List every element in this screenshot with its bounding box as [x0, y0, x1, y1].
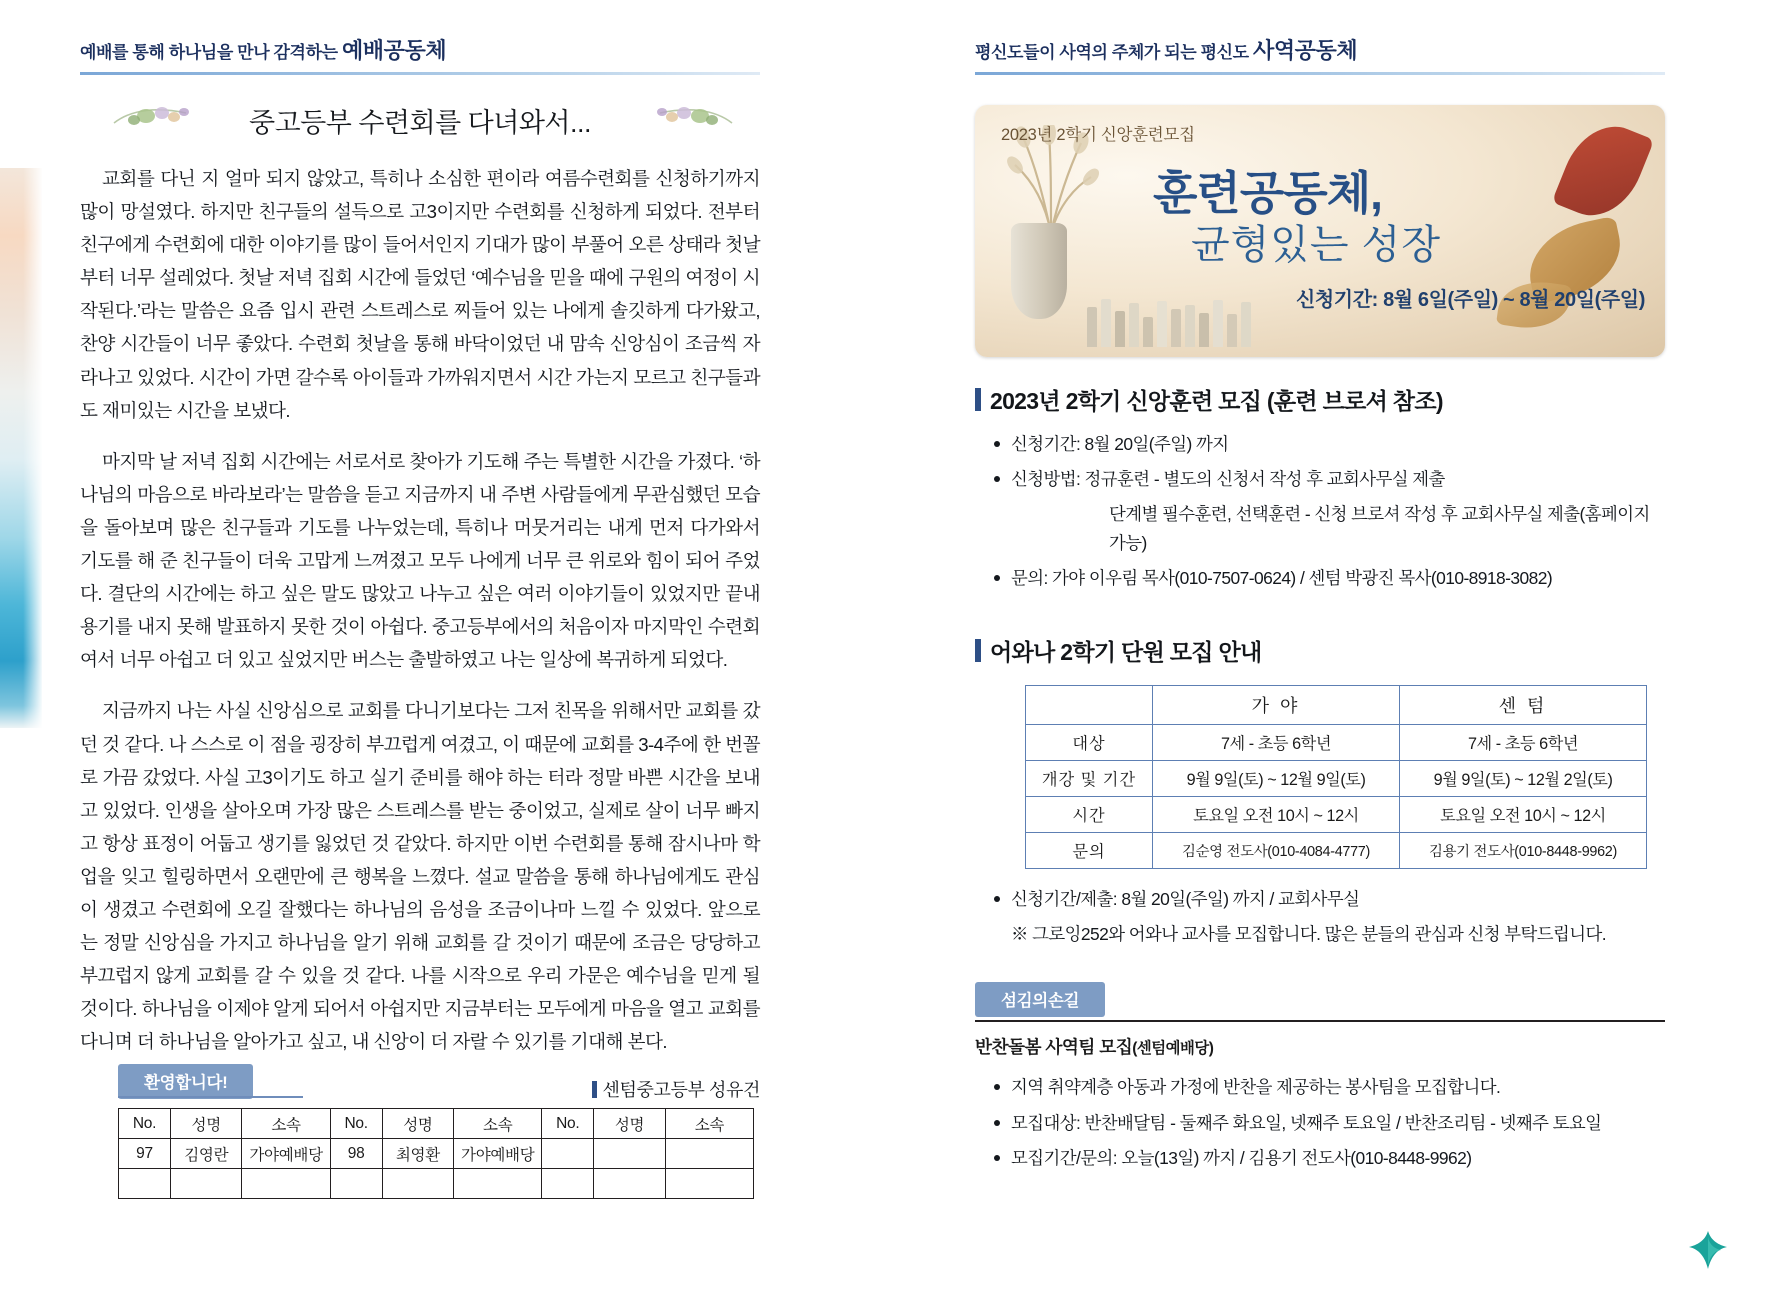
serving-title-suffix: (센텀예배당) — [1132, 1040, 1214, 1058]
decorative-watercolor-strip — [0, 168, 42, 728]
list-item-note: ※ 그로잉252와 어와나 교사를 모집합니다. 많은 분들의 관심과 신청 부탁드립니다. — [1011, 924, 1607, 945]
cell — [454, 1169, 542, 1199]
cell: 최영환 — [382, 1139, 454, 1169]
article-body — [80, 162, 760, 1058]
heading-bar-icon — [975, 639, 981, 662]
serving-bullets — [989, 1073, 1665, 1172]
welcome-table — [118, 1108, 754, 1199]
right-header-rule — [975, 72, 1665, 75]
article-title-row — [80, 101, 760, 140]
cell — [542, 1169, 594, 1199]
training-bullets — [989, 430, 1665, 592]
article-paragraph: 지금까지 나는 사실 신앙심으로 교회를 다니기보다는 그저 친목을 위해서만 교회를 갔던 것 같다. 나 스스로 이 점을 굉장히 부끄럽게 여겼고, 이 때문에 교회를 3-4주에 한 번꼴로 가끔 갔었다. 사실 고3이기도 하고 실기 준비를 해야 하는 터라 정말 바쁜 시간을 보내고 있었다. 인생을 살아오며 가장 많은 스트레스를 받는 중이었고, 실제로 살이 너무 빠지고 항상 표정이 어둡고 생기를 잃었던 것 같았다. 하지만 이번 수련회를 통해 잠시나마 학업을 잊고 힐링하면서 오랜만에 큰 행복을 느꼈다. 설교 말씀을 통해 하나님에게도 관심이 생겼고 수련회에 오길 잘했다는 하나님의 음성을 조금이나마 느낄 수 있었다. 앞으로는 정말 신앙심을 가지고 하나님을 알기 위해 교회를 갈 것이기 때문에 조금은 당당하고 부끄럽지 않게 교회를 갈 수 있을 것 같다. 나를 시작으로 우리 가문은 예수님을 믿게 될 것이다. 하나님을 이제야 알게 되어서 아쉽지만 지금부터는 모두에게 마음을 열고 교회를 다니며 더 하나님을 알아가고 싶고, 내 신앙이 더 자랄 수 있기를 기대해 본다. — [80, 700, 760, 1053]
welcome-col-belong: 소속 — [454, 1109, 542, 1139]
row-label: 개강 및 기간 — [1026, 760, 1153, 796]
article-paragraph: 교회를 다닌 지 얼마 되지 않았고, 특히나 소심한 편이라 여름수련회를 신청하기까지 많이 망설였다. 하지만 친구들의 설득으로 고3이지만 수련회를 신청하게 되었다. 전부터 친구에게 수련회에 대한 이야기를 많이 들어서인지 기대가 많이 부풀어 오른 상태라 첫날부터 너무 설레었다. 첫날 저녁 집회 시간에 들었던 ‘예수님을 믿을 때에 구원의 여정이 시작된다.’라는 말씀은 요즘 입시 관련 스트레스로 찌들어 있는 나에게 솔깃하게 다가왔고, 찬양 시간들이 너무 좋았다. 수련회 첫날을 통해 바닥이었던 내 맘속 신앙심이 조금씩 자라나고 있었다. 시간이 가면 갈수록 아이들과 가까워지면서 시간 가는지 모르고 친구들과도 재미있는 시간을 보냈다. — [80, 168, 760, 421]
welcome-col-name: 성명 — [170, 1109, 242, 1139]
table-header-row — [119, 1109, 754, 1139]
heading-bar-icon — [975, 388, 981, 411]
cell: 7세 - 초등 6학년 — [1400, 724, 1647, 760]
welcome-pill-row — [118, 1064, 768, 1096]
cell: 7세 - 초등 6학년 — [1153, 724, 1400, 760]
awana-col-gaya: 가 야 — [1153, 685, 1400, 724]
table-header-row — [1026, 685, 1647, 724]
welcome-col-no: No. — [542, 1109, 594, 1139]
awana-table — [1025, 685, 1647, 869]
right-section-header-emphasis: 사역공동체 — [1252, 38, 1358, 63]
list-item-sub: 단계별 필수훈련, 선택훈련 - 신청 브로셔 작성 후 교회사무실 제출(홈페이지 가능) — [1109, 504, 1650, 553]
table-row — [1026, 832, 1647, 868]
row-label: 문의 — [1026, 832, 1153, 868]
serving-pill: 섬김의손길 — [975, 982, 1105, 1017]
cell — [170, 1169, 242, 1199]
cell — [665, 1139, 753, 1169]
cell: 9월 9일(토) ~ 12월 9일(토) — [1153, 760, 1400, 796]
table-row — [1026, 724, 1647, 760]
awana-section — [975, 634, 1665, 948]
table-row — [119, 1169, 754, 1199]
cell: 98 — [330, 1139, 382, 1169]
serving-rule — [975, 1020, 1665, 1022]
welcome-col-no: No. — [119, 1109, 171, 1139]
serving-section — [975, 982, 1665, 1172]
training-section — [975, 383, 1665, 592]
awana-notes — [989, 885, 1665, 948]
cell: 97 — [119, 1139, 171, 1169]
article-paragraph: 마지막 날 저녁 집회 시간에는 서로서로 찾아가 기도해 주는 특별한 시간을 가졌다. ‘하나님의 마음으로 바라보라’는 말씀을 듣고 지금까지 내 주변 사람들에게 무관심했던 모습을 돌아보며 많은 친구들과 기도를 나누었는데, 특히나 머뭇거리는 내게 먼저 다가와서 기도를 해 준 친구들이 더욱 고맙게 느껴졌고 모두 나에게 너무 큰 위로와 힘이 되어 주었다. 결단의 시간에는 하고 싶은 말도 많았고 나누고 싶은 여러 이야기들이 있었지만 끝내 용기를 내지 못해 발표하지 못한 것이 아쉽다. 중고등부에서의 처음이자 마지막인 수련회여서 너무 아쉽고 더 있고 싶었지만 버스는 출발하였고 나는 일상에 복귀하게 되었다. — [80, 450, 760, 671]
serving-title-row — [975, 1034, 1665, 1059]
welcome-col-name: 성명 — [594, 1109, 666, 1139]
books-decoration — [1087, 293, 1317, 347]
church-logo-icon — [1685, 1227, 1731, 1273]
byline-text: 센텀중고등부 성유건 — [602, 1080, 760, 1101]
welcome-col-no: No. — [330, 1109, 382, 1139]
welcome-section — [118, 1064, 768, 1199]
right-section-header — [975, 34, 1665, 72]
cell: 김용기 전도사(010-8448-9962) — [1400, 832, 1647, 868]
right-section-header-prefix: 평신도들이 사역의 주체가 되는 평신도 — [975, 43, 1253, 62]
list-item: 모집대상: 반찬배달팀 - 둘째주 화요일, 넷째주 토요일 / 반찬조리팀 - 넷째주 토요일 — [989, 1109, 1665, 1137]
welcome-pill-underline — [118, 1096, 303, 1098]
welcome-col-belong: 소속 — [665, 1109, 753, 1139]
list-item: 신청기간: 8월 20일(주일) 까지 — [989, 430, 1665, 458]
table-row — [119, 1139, 754, 1169]
cell: 토요일 오전 10시 ~ 12시 — [1400, 796, 1647, 832]
left-section-header-emphasis: 예배공동체 — [341, 38, 447, 63]
banner-period: 신청기간: 8월 6일(주일) ~ 8월 20일(주일) — [1295, 289, 1645, 311]
cell — [242, 1169, 330, 1199]
banner-title-line2: 균형있는 성장 — [1191, 223, 1441, 267]
welcome-col-belong: 소속 — [242, 1109, 330, 1139]
welcome-col-name: 성명 — [382, 1109, 454, 1139]
left-section-header — [80, 34, 760, 72]
cell: 김순영 전도사(010-4084-4777) — [1153, 832, 1400, 868]
list-item: 지역 취약계층 아동과 가정에 반찬을 제공하는 봉사팀을 모집합니다. — [989, 1073, 1665, 1101]
cell — [382, 1169, 454, 1199]
training-heading-row — [975, 383, 1665, 416]
vase-decoration — [1011, 223, 1067, 319]
cell — [542, 1139, 594, 1169]
left-column — [80, 34, 760, 1102]
red-leaf-icon — [1552, 113, 1655, 229]
cell — [330, 1169, 382, 1199]
row-label: 대상 — [1026, 724, 1153, 760]
cell — [594, 1139, 666, 1169]
cell: 9월 9일(토) ~ 12월 2일(토) — [1400, 760, 1647, 796]
row-label: 시간 — [1026, 796, 1153, 832]
floral-ornament-left-icon — [112, 103, 228, 133]
cell: 가야예배당 — [242, 1139, 330, 1169]
list-item: 문의: 가야 이우림 목사(010-7507-0624) / 센텀 박광진 목사(010-8918-3082) — [989, 564, 1665, 592]
left-header-rule — [80, 72, 760, 75]
awana-col-centum: 센 텀 — [1400, 685, 1647, 724]
awana-heading-row — [975, 634, 1665, 667]
right-column — [975, 34, 1665, 1179]
article-title: 중고등부 수련회를 다녀와서... — [249, 108, 591, 138]
awana-col-blank — [1026, 685, 1153, 724]
list-item: 신청기간/제출: 8월 20일(주일) 까지 / 교회사무실 — [989, 885, 1665, 913]
training-banner — [975, 105, 1665, 357]
cell — [665, 1169, 753, 1199]
table-row — [1026, 796, 1647, 832]
banner-tag: 2023년 2학기 신앙훈련모집 — [1001, 126, 1195, 144]
table-row — [1026, 760, 1647, 796]
cell: 토요일 오전 10시 ~ 12시 — [1153, 796, 1400, 832]
banner-title-line1: 훈련공동체, — [1153, 167, 1382, 219]
cell — [594, 1169, 666, 1199]
serving-pill-row — [975, 982, 1665, 1016]
cell: 가야예배당 — [454, 1139, 542, 1169]
cell: 김영란 — [170, 1139, 242, 1169]
left-section-header-prefix: 예배를 통해 하나님을 만나 감격하는 — [80, 43, 342, 62]
cell — [119, 1169, 171, 1199]
serving-title: 반찬돌봄 사역팀 모집 — [975, 1037, 1133, 1058]
list-item: 신청방법: 정규훈련 - 별도의 신청서 작성 후 교회사무실 제출 — [989, 465, 1665, 493]
training-heading: 2023년 2학기 신앙훈련 모집 (훈련 브로셔 참조) — [990, 388, 1443, 414]
floral-ornament-right-icon — [618, 103, 734, 133]
list-item: 모집기간/문의: 오늘(13일) 까지 / 김용기 전도사(010-8448-9962) — [989, 1144, 1665, 1172]
welcome-pill: 환영합니다! — [118, 1064, 253, 1099]
awana-heading: 어와나 2학기 단원 모집 안내 — [990, 638, 1262, 665]
